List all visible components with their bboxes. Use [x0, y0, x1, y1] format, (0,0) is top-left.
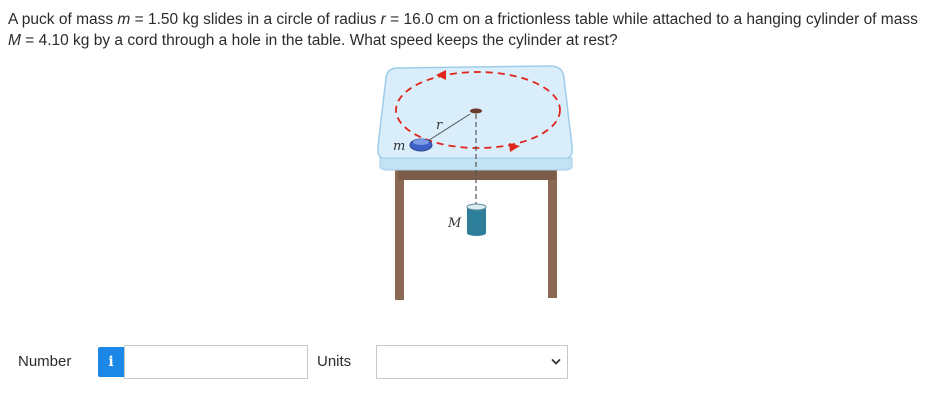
table-figure — [368, 62, 588, 307]
question-part-1: A puck of mass — [8, 11, 118, 28]
number-input[interactable] — [124, 345, 308, 379]
units-select[interactable] — [376, 345, 568, 379]
table-illustration — [368, 62, 588, 307]
answer-row — [0, 344, 939, 380]
label-r: r — [436, 118, 443, 133]
label-M: M — [448, 216, 462, 231]
question-part-3: = 16.0 cm on a frictionless table while attached to a hanging cylinder of mass — [385, 11, 918, 28]
units-label: Units — [317, 353, 352, 370]
front-left-leg — [395, 170, 404, 300]
front-right-leg — [548, 170, 557, 298]
chevron-down-icon — [551, 357, 561, 367]
var-M: M — [8, 32, 21, 49]
var-m: m — [117, 11, 131, 28]
label-m: m — [393, 139, 406, 154]
var-r: r — [380, 11, 386, 28]
cylinder-top — [467, 204, 486, 210]
cylinder-bottom — [467, 230, 486, 236]
puck-highlight — [413, 139, 429, 145]
info-icon: i — [108, 354, 114, 370]
number-label: Number — [18, 353, 72, 370]
table-hole — [470, 109, 482, 114]
info-button[interactable] — [98, 347, 124, 377]
question-text — [8, 9, 933, 51]
hanging-cylinder — [467, 207, 486, 233]
question-part-4: = 4.10 kg by a cord through a hole in the table. What speed keeps the cylinder at rest? — [20, 32, 618, 49]
question-part-2: = 1.50 kg slides in a circle of radius — [130, 11, 381, 28]
